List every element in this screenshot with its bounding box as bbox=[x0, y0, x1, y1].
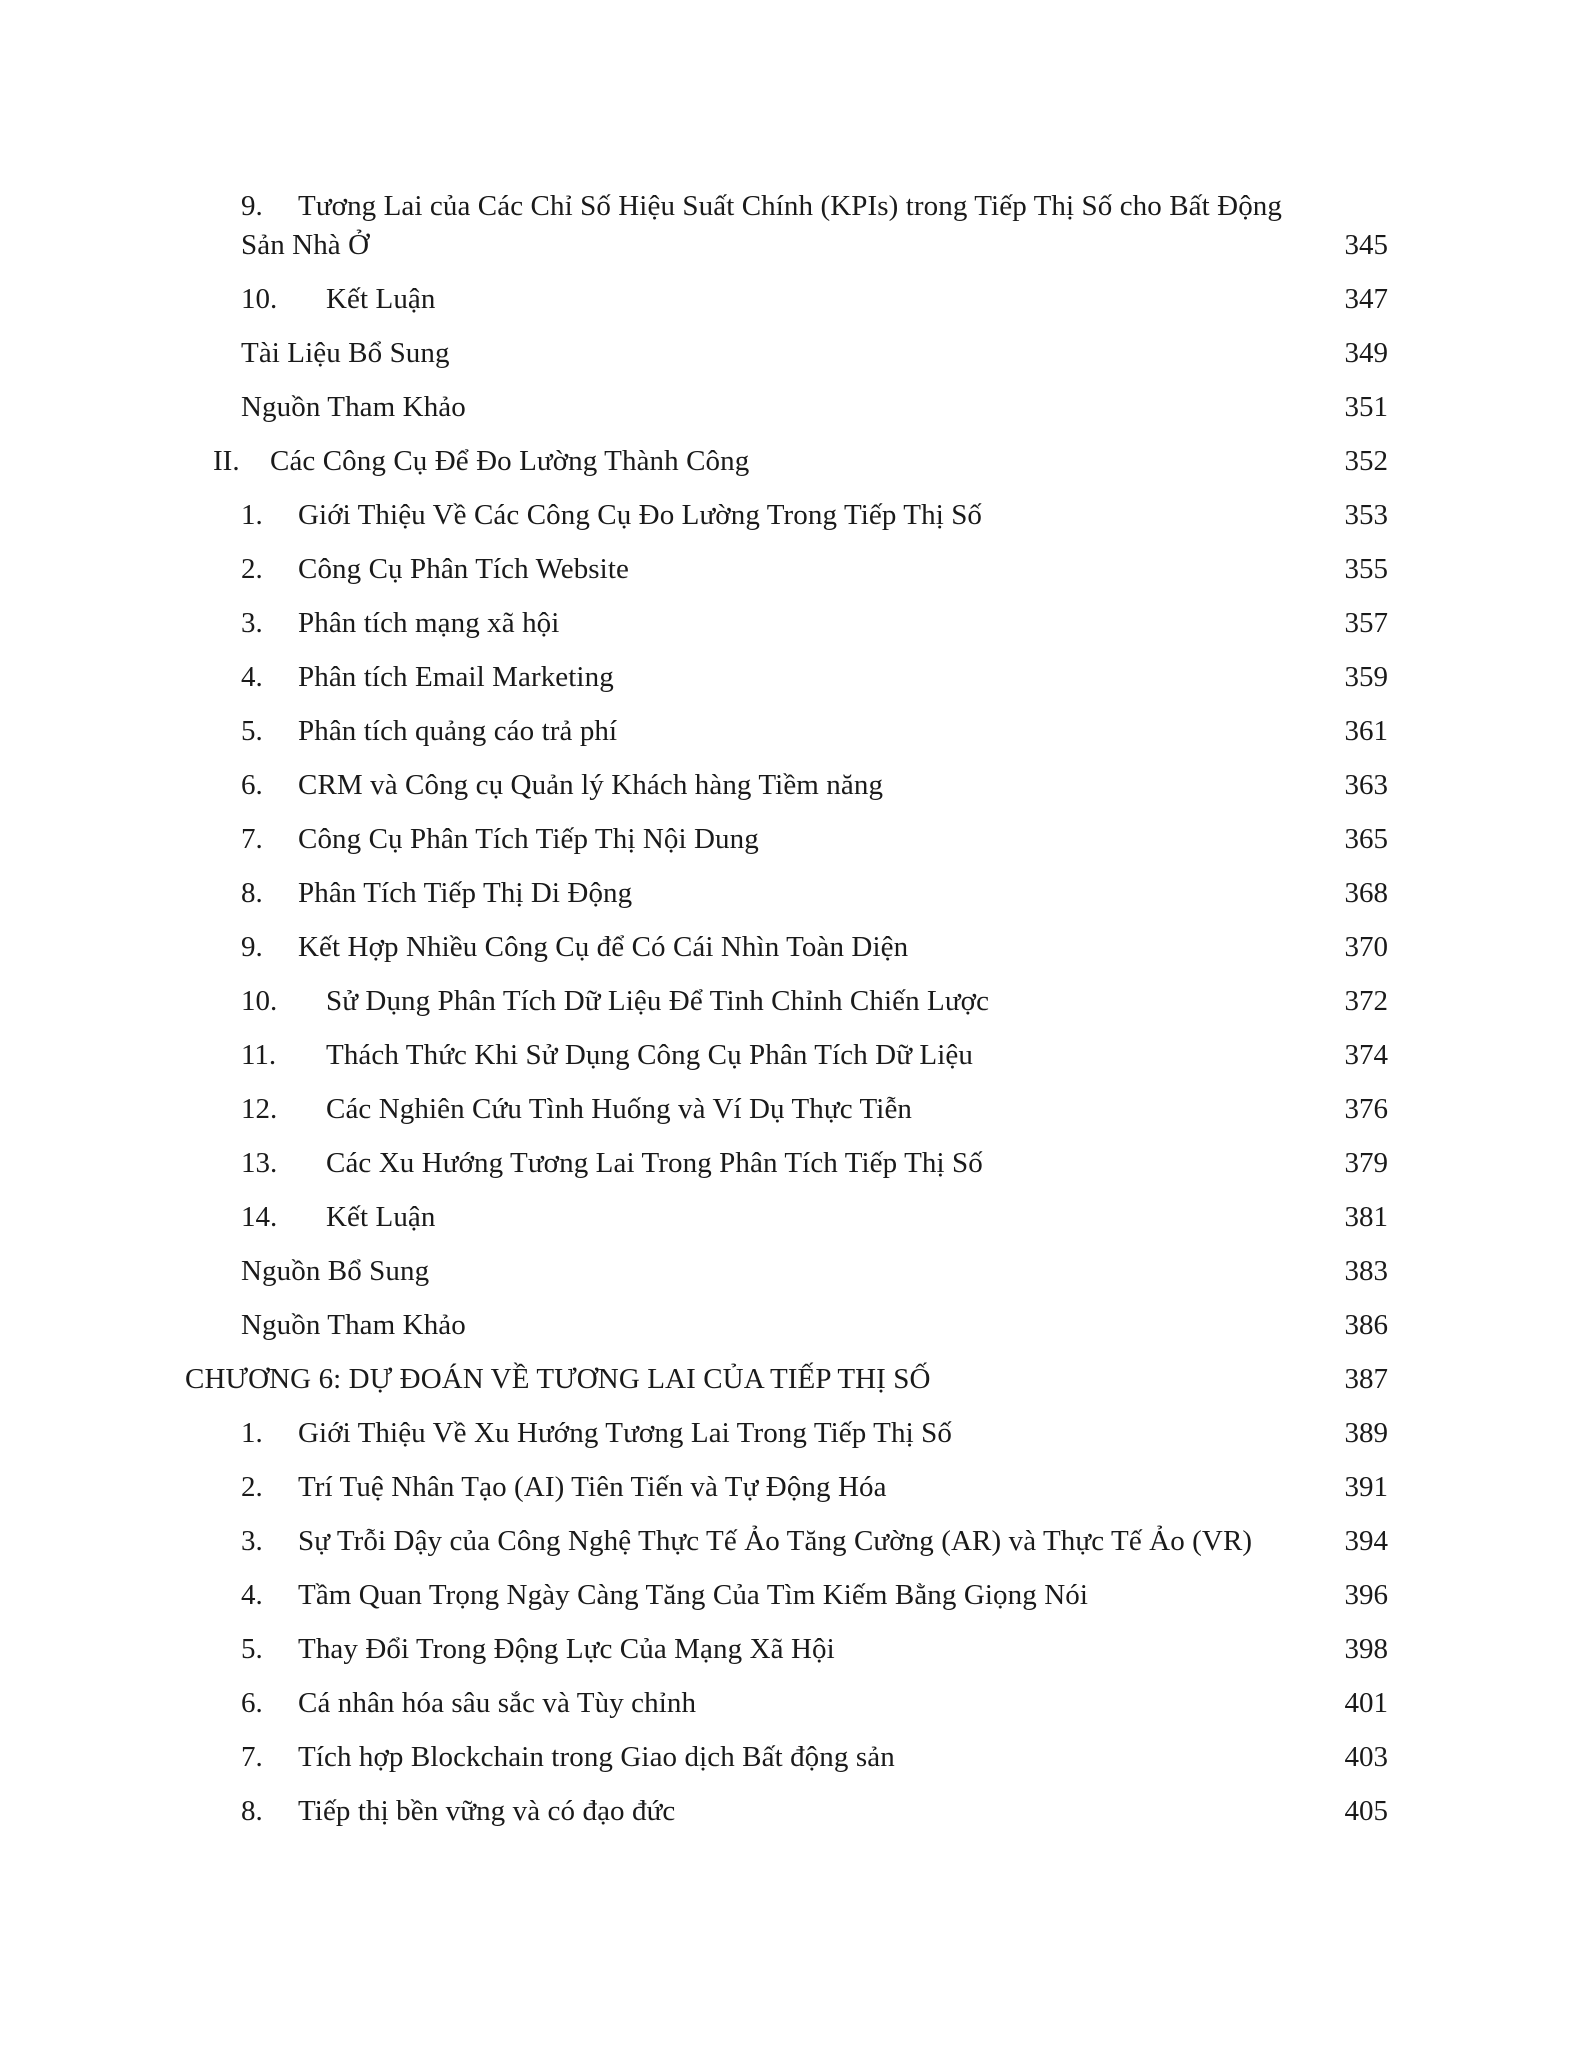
toc-entry-page: 374 bbox=[1344, 1039, 1388, 1071]
toc-entry-number: 3. bbox=[241, 607, 263, 639]
toc-entry-title: Phân Tích Tiếp Thị Di Động bbox=[298, 877, 633, 909]
toc-entry[interactable] bbox=[0, 225, 1583, 265]
toc-entry-number: 2. bbox=[241, 1471, 263, 1503]
toc-entry[interactable] bbox=[0, 387, 1583, 427]
toc-entry[interactable] bbox=[0, 819, 1583, 859]
toc-entry-number: 2. bbox=[241, 553, 263, 585]
toc-entry[interactable] bbox=[0, 603, 1583, 643]
toc-entry-title: Giới Thiệu Về Các Công Cụ Đo Lường Trong Tiếp Thị Số bbox=[298, 499, 983, 531]
toc-entry-number: 9. bbox=[241, 190, 263, 222]
toc-entry-page: 359 bbox=[1344, 661, 1388, 693]
toc-entry-title: Công Cụ Phân Tích Tiếp Thị Nội Dung bbox=[298, 823, 759, 855]
toc-entry[interactable] bbox=[0, 333, 1583, 373]
toc-entry-title: CRM và Công cụ Quản lý Khách hàng Tiềm năng bbox=[298, 769, 884, 801]
toc-entry-page: 355 bbox=[1344, 553, 1388, 585]
toc-entry-page: 387 bbox=[1344, 1363, 1388, 1395]
toc-entry[interactable] bbox=[0, 1575, 1583, 1615]
toc-entry-page: 391 bbox=[1344, 1471, 1388, 1503]
toc-entry-number: 11. bbox=[241, 1039, 277, 1071]
toc-entry-number: 3. bbox=[241, 1525, 263, 1557]
toc-entry[interactable] bbox=[0, 1143, 1583, 1183]
toc-entry[interactable] bbox=[0, 927, 1583, 967]
toc-entry-page: 347 bbox=[1344, 283, 1388, 315]
toc-entry[interactable] bbox=[0, 1413, 1583, 1453]
toc-entry-number: 9. bbox=[241, 931, 263, 963]
toc-entry-title: Kết Hợp Nhiều Công Cụ để Có Cái Nhìn Toàn Diện bbox=[298, 931, 909, 963]
toc-entry-number: 10. bbox=[241, 283, 278, 315]
toc-entry-page: 363 bbox=[1344, 769, 1388, 801]
toc-entry-number: 14. bbox=[241, 1201, 278, 1233]
toc-entry-number: 12. bbox=[241, 1093, 278, 1125]
toc-entry-title: Tích hợp Blockchain trong Giao dịch Bất động sản bbox=[298, 1741, 895, 1773]
toc-entry-title: Phân tích Email Marketing bbox=[298, 661, 614, 693]
toc-entry-title: Kết Luận bbox=[326, 1201, 436, 1233]
toc-entry-page: 368 bbox=[1344, 877, 1388, 909]
toc-entry[interactable] bbox=[0, 1305, 1583, 1345]
toc-entry-page: 351 bbox=[1344, 391, 1388, 423]
toc-entry-title: CHƯƠNG 6: DỰ ĐOÁN VỀ TƯƠNG LAI CỦA TIẾP THỊ SỐ bbox=[185, 1363, 931, 1395]
toc-entry[interactable] bbox=[0, 1467, 1583, 1507]
toc-entry-number: 6. bbox=[241, 1687, 263, 1719]
toc-entry-number: 10. bbox=[241, 985, 278, 1017]
toc-entry-page: 389 bbox=[1344, 1417, 1388, 1449]
toc-entry[interactable] bbox=[0, 1521, 1583, 1561]
toc-entry-page: 383 bbox=[1344, 1255, 1388, 1287]
toc-entry-title: Phân tích quảng cáo trả phí bbox=[298, 715, 618, 747]
toc-entry-title: Cá nhân hóa sâu sắc và Tùy chỉnh bbox=[298, 1687, 697, 1719]
toc-entry[interactable] bbox=[0, 186, 1583, 226]
toc-entry[interactable] bbox=[0, 981, 1583, 1021]
toc-entry-title: Giới Thiệu Về Xu Hướng Tương Lai Trong Tiếp Thị Số bbox=[298, 1417, 952, 1449]
toc-entry-title: Tiếp thị bền vững và có đạo đức bbox=[298, 1795, 676, 1827]
toc-entry-title: Các Công Cụ Để Đo Lường Thành Công bbox=[270, 445, 750, 477]
toc-entry-title: Trí Tuệ Nhân Tạo (AI) Tiên Tiến và Tự Động Hóa bbox=[298, 1471, 887, 1503]
toc-entry[interactable] bbox=[0, 765, 1583, 805]
toc-entry-title: Thay Đổi Trong Động Lực Của Mạng Xã Hội bbox=[298, 1633, 835, 1665]
toc-entry-page: 345 bbox=[1344, 229, 1388, 261]
toc-entry-page: 398 bbox=[1344, 1633, 1388, 1665]
toc-entry-number: 8. bbox=[241, 877, 263, 909]
toc-entry-title: Sự Trỗi Dậy của Công Nghệ Thực Tế Ảo Tăng Cường (AR) và Thực Tế Ảo (VR) bbox=[298, 1525, 1253, 1557]
toc-entry-page: 372 bbox=[1344, 985, 1388, 1017]
toc-entry[interactable] bbox=[0, 441, 1583, 481]
toc-entry-title: Tầm Quan Trọng Ngày Càng Tăng Của Tìm Kiếm Bằng Giọng Nói bbox=[298, 1579, 1088, 1611]
toc-entry-title: Công Cụ Phân Tích Website bbox=[298, 553, 629, 585]
toc-entry[interactable] bbox=[0, 549, 1583, 589]
toc-entry-number: 4. bbox=[241, 1579, 263, 1611]
toc-entry-number: 5. bbox=[241, 1633, 263, 1665]
toc-entry-page: 357 bbox=[1344, 607, 1388, 639]
toc-entry-title: Phân tích mạng xã hội bbox=[298, 607, 560, 639]
toc-entry-number: 8. bbox=[241, 1795, 263, 1827]
toc-entry-title: Kết Luận bbox=[326, 283, 436, 315]
toc-entry-number: 5. bbox=[241, 715, 263, 747]
toc-entry-title: Thách Thức Khi Sử Dụng Công Cụ Phân Tích Dữ Liệu bbox=[326, 1039, 973, 1071]
toc-entry-page: 405 bbox=[1344, 1795, 1388, 1827]
toc-chapter-heading[interactable] bbox=[0, 1359, 1583, 1399]
toc-entry[interactable] bbox=[0, 1737, 1583, 1777]
toc-entry[interactable] bbox=[0, 1629, 1583, 1669]
toc-entry[interactable] bbox=[0, 279, 1583, 319]
toc-entry[interactable] bbox=[0, 1197, 1583, 1237]
toc-entry-page: 361 bbox=[1344, 715, 1388, 747]
toc-entry-title: Nguồn Tham Khảo bbox=[241, 391, 466, 423]
toc-entry[interactable] bbox=[0, 495, 1583, 535]
toc-entry[interactable] bbox=[0, 711, 1583, 751]
toc-entry[interactable] bbox=[0, 1089, 1583, 1129]
toc-entry-page: 376 bbox=[1344, 1093, 1388, 1125]
toc-entry-page: 379 bbox=[1344, 1147, 1388, 1179]
toc-entry-title: Các Nghiên Cứu Tình Huống và Ví Dụ Thực Tiễn bbox=[326, 1093, 913, 1125]
toc-entry[interactable] bbox=[0, 1683, 1583, 1723]
toc-entry-page: 403 bbox=[1344, 1741, 1388, 1773]
toc-entry[interactable] bbox=[0, 1251, 1583, 1291]
toc-entry-page: 353 bbox=[1344, 499, 1388, 531]
toc-entry-page: 370 bbox=[1344, 931, 1388, 963]
toc-entry-number: 1. bbox=[241, 1417, 263, 1449]
toc-entry[interactable] bbox=[0, 657, 1583, 697]
toc-entry-page: 394 bbox=[1344, 1525, 1388, 1557]
toc-entry-title: Các Xu Hướng Tương Lai Trong Phân Tích Tiếp Thị Số bbox=[326, 1147, 983, 1179]
toc-entry-page: 396 bbox=[1344, 1579, 1388, 1611]
toc-entry-number: 6. bbox=[241, 769, 263, 801]
toc-entry-page: 401 bbox=[1344, 1687, 1388, 1719]
toc-entry-page: 386 bbox=[1344, 1309, 1388, 1341]
toc-entry-title: Tương Lai của Các Chỉ Số Hiệu Suất Chính (KPIs) trong Tiếp Thị Số cho Bất Động bbox=[298, 190, 1283, 222]
toc-entry-title: Nguồn Bổ Sung bbox=[241, 1255, 430, 1287]
toc-entry-page: 349 bbox=[1344, 337, 1388, 369]
toc-entry[interactable] bbox=[0, 873, 1583, 913]
toc-entry[interactable] bbox=[0, 1791, 1583, 1831]
toc-entry-number: 1. bbox=[241, 499, 263, 531]
toc-entry-number: 13. bbox=[241, 1147, 278, 1179]
toc-entry-page: 381 bbox=[1344, 1201, 1388, 1233]
toc-entry[interactable] bbox=[0, 1035, 1583, 1075]
toc-entry-number: 7. bbox=[241, 823, 263, 855]
toc-entry-title: Nguồn Tham Khảo bbox=[241, 1309, 466, 1341]
toc-entry-page: 352 bbox=[1344, 445, 1388, 477]
toc-entry-number: II. bbox=[213, 445, 240, 477]
toc-entry-number: 4. bbox=[241, 661, 263, 693]
toc-entry-number: 7. bbox=[241, 1741, 263, 1773]
toc-entry-title: Tài Liệu Bổ Sung bbox=[241, 337, 450, 369]
toc-entry-title: Sản Nhà Ở bbox=[241, 229, 370, 261]
toc-entry-title: Sử Dụng Phân Tích Dữ Liệu Để Tinh Chỉnh Chiến Lược bbox=[326, 985, 990, 1017]
toc-entry-page: 365 bbox=[1344, 823, 1388, 855]
